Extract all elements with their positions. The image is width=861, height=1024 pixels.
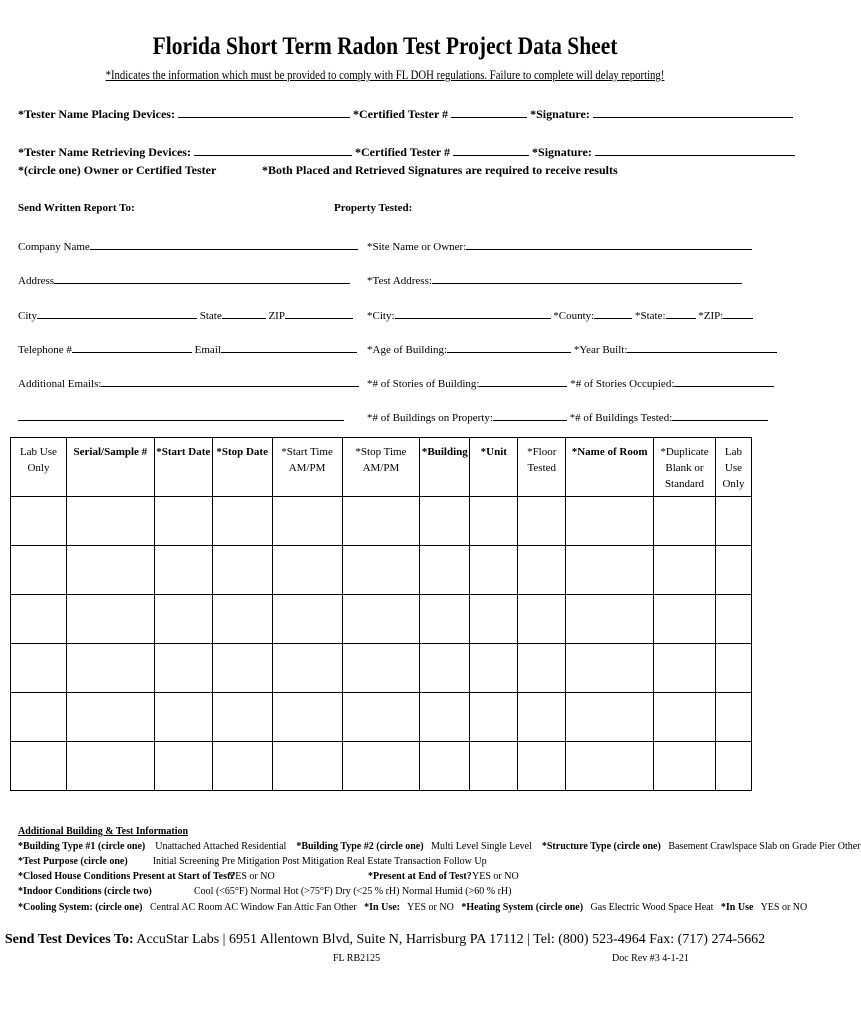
send-report-heading: Send Written Report To:: [18, 202, 135, 214]
stories-occupied-label: *# of Stories Occupied:: [570, 378, 675, 390]
present-end-options[interactable]: YES or NO: [472, 871, 519, 882]
page-title: Florida Short Term Radon Test Project Data Sheet: [152, 33, 618, 60]
telephone-label: Telephone #: [18, 344, 72, 356]
header-start-date: *Start Date: [154, 438, 212, 497]
stories-field[interactable]: [479, 375, 567, 387]
table-cell[interactable]: [470, 693, 518, 742]
additional-emails-field[interactable]: [101, 375, 359, 387]
closed-house-label: *Closed House Conditions Present at Start of Test?: [18, 871, 236, 882]
additional-emails-row: [18, 375, 359, 390]
table-row: [11, 595, 752, 644]
table-cell[interactable]: [715, 644, 751, 693]
building-type1-options[interactable]: Unattached Attached Residential: [155, 841, 287, 852]
buildings-row: [367, 409, 768, 424]
stories-row: [367, 375, 774, 390]
county-label: *County:: [553, 310, 595, 322]
header-unit: *Unit: [470, 438, 518, 497]
building-type2-label: *Building Type #2 (circle one): [296, 841, 424, 852]
table-row: [11, 742, 752, 791]
table-cell[interactable]: [654, 742, 716, 791]
building-type2-options[interactable]: Multi Level Single Level: [431, 841, 532, 852]
table-cell[interactable]: [654, 644, 716, 693]
table-cell[interactable]: [420, 644, 470, 693]
additional-info-heading: Additional Building & Test Information: [18, 826, 189, 837]
table-cell[interactable]: [272, 546, 342, 595]
city-label: City: [18, 310, 37, 322]
closed-house-options[interactable]: YES or NO: [228, 871, 275, 882]
table-row: [11, 546, 752, 595]
certified-tester-field-2[interactable]: [453, 144, 529, 156]
header-duplicate-blank: *Duplicate Blank or Standard: [654, 438, 716, 497]
table-cell[interactable]: [470, 644, 518, 693]
send-devices-line: [0, 932, 770, 948]
table-cell[interactable]: [154, 546, 212, 595]
signature-label: *Signature:: [530, 107, 590, 121]
table-cell[interactable]: [715, 546, 751, 595]
table-cell[interactable]: [518, 742, 566, 791]
indoor-conditions-label: *Indoor Conditions (circle two): [18, 886, 152, 897]
year-built-label: *Year Built:: [573, 344, 628, 356]
stories-label: *# of Stories of Building:: [367, 378, 480, 390]
cooling-system-options[interactable]: Central AC Room AC Window Fan Attic Fan Other: [150, 902, 357, 913]
table-cell[interactable]: [11, 497, 67, 546]
table-cell[interactable]: [272, 644, 342, 693]
additional-emails-extra-line[interactable]: [18, 420, 344, 421]
send-devices-address: AccuStar Labs | 6951 Allentown Blvd, Suite N, Harrisburg PA 17112 | Tel: (800) 523-4964 Fax: (717) 274-5662: [136, 932, 766, 947]
table-cell[interactable]: [342, 693, 420, 742]
table-cell[interactable]: [154, 497, 212, 546]
table-cell[interactable]: [518, 497, 566, 546]
cooling-in-use-options[interactable]: YES or NO: [407, 902, 454, 913]
table-row: [11, 497, 752, 546]
address-field[interactable]: [54, 272, 350, 284]
table-row: [11, 644, 752, 693]
cooling-system-label: *Cooling System: (circle one): [18, 902, 143, 913]
signature-label-2: *Signature:: [532, 145, 592, 159]
closed-house-row: [18, 869, 235, 884]
table-cell[interactable]: [470, 742, 518, 791]
company-name-row: [18, 238, 358, 253]
table-cell[interactable]: [518, 546, 566, 595]
header-name-of-room: *Name of Room: [566, 438, 654, 497]
telephone-email-row: [18, 341, 357, 356]
test-purpose-options[interactable]: Initial Screening Pre Mitigation Post Mitigation Real Estate Transaction Follow Up: [152, 856, 487, 867]
table-cell[interactable]: [212, 546, 272, 595]
doc-revision: Doc Rev #3 4-1-21: [612, 953, 689, 964]
table-cell[interactable]: [470, 546, 518, 595]
property-state-label: *State:: [634, 310, 666, 322]
table-cell[interactable]: [212, 644, 272, 693]
table-cell[interactable]: [654, 595, 716, 644]
table-cell[interactable]: [66, 644, 154, 693]
site-name-label: *Site Name or Owner:: [367, 241, 467, 253]
send-devices-label: Send Test Devices To:: [4, 932, 134, 947]
state-label: State: [199, 310, 222, 322]
table-cell[interactable]: [154, 742, 212, 791]
age-building-row: [367, 341, 777, 356]
age-building-label: *Age of Building:: [367, 344, 448, 356]
table-cell[interactable]: [272, 742, 342, 791]
table-cell[interactable]: [342, 546, 420, 595]
certified-tester-label: *Certified Tester #: [352, 107, 449, 121]
table-cell[interactable]: [518, 693, 566, 742]
table-cell[interactable]: [11, 595, 67, 644]
header-stop-date: *Stop Date: [212, 438, 272, 497]
table-cell[interactable]: [420, 595, 470, 644]
table-cell[interactable]: [154, 595, 212, 644]
table-cell[interactable]: [66, 546, 154, 595]
additional-emails-label: Additional Emails:: [18, 378, 102, 390]
table-cell[interactable]: [154, 644, 212, 693]
table-cell[interactable]: [470, 497, 518, 546]
table-cell[interactable]: [212, 693, 272, 742]
table-cell[interactable]: [154, 693, 212, 742]
table-cell[interactable]: [715, 742, 751, 791]
table-cell[interactable]: [566, 742, 654, 791]
building-type1-label: *Building Type #1 (circle one): [18, 841, 146, 852]
table-cell[interactable]: [715, 595, 751, 644]
structure-type-label: *Structure Type (circle one): [541, 841, 661, 852]
table-cell[interactable]: [272, 595, 342, 644]
property-tested-heading: Property Tested:: [334, 202, 413, 214]
tester-retrieving-field[interactable]: [194, 144, 352, 156]
tester-retrieving-label: *Tester Name Retrieving Devices:: [18, 145, 191, 159]
table-cell[interactable]: [66, 497, 154, 546]
property-city-label: *City:: [367, 310, 395, 322]
circle-one-note: *(circle one) Owner or Certified Tester: [18, 163, 217, 177]
zip-label: ZIP: [268, 310, 285, 322]
table-header-row: [11, 438, 752, 497]
both-signatures-note: *Both Placed and Retrieved Signatures are required to receive results: [262, 163, 618, 177]
test-address-row: [367, 272, 742, 287]
property-city-field[interactable]: [395, 307, 551, 319]
header-building: *Building: [420, 438, 470, 497]
table-cell[interactable]: [420, 693, 470, 742]
tester-placing-row: [18, 106, 793, 122]
table-cell[interactable]: [342, 595, 420, 644]
table-row: [11, 693, 752, 742]
buildings-field[interactable]: [493, 409, 567, 421]
table-cell[interactable]: [11, 742, 67, 791]
header-lab-use-left: Lab Use Only: [11, 438, 67, 497]
table-cell[interactable]: [566, 595, 654, 644]
header-stop-time: *Stop Time AM/PM: [342, 438, 420, 497]
table-cell[interactable]: [212, 742, 272, 791]
structure-type-options[interactable]: Basement Crawlspace Slab on Grade Pier Other: [668, 841, 861, 852]
table-cell[interactable]: [11, 546, 67, 595]
heating-in-use-options[interactable]: YES or NO: [760, 902, 808, 913]
building-type-row: [18, 839, 861, 854]
table-cell[interactable]: [470, 595, 518, 644]
property-state-field[interactable]: [666, 307, 696, 319]
table-cell[interactable]: [654, 693, 716, 742]
test-address-label: *Test Address:: [367, 275, 432, 287]
present-end-label: *Present at End of Test?: [368, 871, 472, 882]
tester-retrieving-row: [18, 144, 795, 160]
table-cell[interactable]: [212, 595, 272, 644]
zip-field[interactable]: [285, 307, 353, 319]
tester-placing-label: *Tester Name Placing Devices:: [18, 107, 175, 121]
table-cell[interactable]: [566, 693, 654, 742]
table-cell[interactable]: [272, 497, 342, 546]
form-code: FL RB2125: [333, 953, 381, 964]
cooling-heating-row: [18, 900, 807, 915]
test-address-field[interactable]: [432, 272, 742, 284]
tester-placing-field[interactable]: [178, 106, 350, 118]
table-cell[interactable]: [66, 693, 154, 742]
table-cell[interactable]: [420, 546, 470, 595]
property-zip-field[interactable]: [723, 307, 753, 319]
header-floor-tested: *Floor Tested: [518, 438, 566, 497]
table-cell[interactable]: [11, 693, 67, 742]
city-field[interactable]: [37, 307, 197, 319]
age-building-field[interactable]: [447, 341, 571, 353]
table-body: [11, 497, 752, 791]
heating-system-label: *Heating System (circle one): [461, 902, 584, 913]
address-label: Address: [18, 275, 55, 287]
signature-field[interactable]: [593, 106, 793, 118]
heating-system-options[interactable]: Gas Electric Wood Space Heat: [590, 902, 714, 913]
indoor-conditions-row: [18, 884, 152, 899]
table-cell[interactable]: [518, 644, 566, 693]
company-name-label: Company Name: [18, 241, 90, 253]
table-cell[interactable]: [11, 644, 67, 693]
county-field[interactable]: [594, 307, 632, 319]
page-subtitle: *Indicates the information which must be provided to comply with FL DOH regulations. Failure to complete will delay reporting!: [105, 68, 665, 82]
table-cell[interactable]: [654, 497, 716, 546]
buildings-tested-field[interactable]: [672, 409, 768, 421]
table-cell[interactable]: [715, 693, 751, 742]
property-zip-label: *ZIP:: [698, 310, 724, 322]
email-field[interactable]: [221, 341, 357, 353]
table-cell[interactable]: [715, 497, 751, 546]
year-built-field[interactable]: [627, 341, 777, 353]
email-label: Email: [194, 344, 221, 356]
table-cell[interactable]: [66, 595, 154, 644]
state-field[interactable]: [222, 307, 266, 319]
table-cell[interactable]: [420, 497, 470, 546]
test-purpose-label: *Test Purpose (circle one): [18, 856, 128, 867]
stories-occupied-field[interactable]: [674, 375, 774, 387]
test-purpose-row: [18, 854, 487, 869]
table-cell[interactable]: [566, 546, 654, 595]
table-cell[interactable]: [518, 595, 566, 644]
certified-tester-field[interactable]: [451, 106, 527, 118]
indoor-conditions-options[interactable]: Cool (<65°F) Normal Hot (>75°F) Dry (<25 % rH) Normal Humid (>60 % rH): [194, 886, 512, 897]
table-cell[interactable]: [212, 497, 272, 546]
header-start-time: *Start Time AM/PM: [272, 438, 342, 497]
header-serial-sample: Serial/Sample #: [66, 438, 154, 497]
heating-in-use-label: *In Use: [720, 902, 754, 913]
signature-field-2[interactable]: [595, 144, 795, 156]
table-cell[interactable]: [342, 644, 420, 693]
table-cell[interactable]: [654, 546, 716, 595]
table-cell[interactable]: [272, 693, 342, 742]
city-state-zip-row: [18, 307, 353, 322]
buildings-tested-label: *# of Buildings Tested:: [569, 412, 673, 424]
site-name-field[interactable]: [466, 238, 752, 250]
property-city-row: [367, 307, 753, 322]
table-cell[interactable]: [566, 644, 654, 693]
cooling-in-use-label: *In Use:: [364, 902, 400, 913]
certified-tester-label-2: *Certified Tester #: [354, 145, 451, 159]
site-name-row: [367, 238, 752, 253]
company-name-field[interactable]: [90, 238, 358, 250]
table-cell[interactable]: [342, 742, 420, 791]
telephone-field[interactable]: [72, 341, 192, 353]
table-cell[interactable]: [342, 497, 420, 546]
table-cell[interactable]: [566, 497, 654, 546]
table-cell[interactable]: [420, 742, 470, 791]
header-lab-use-right: Lab Use Only: [715, 438, 751, 497]
sample-table: [10, 437, 752, 791]
address-row: [18, 272, 350, 287]
buildings-label: *# of Buildings on Property:: [367, 412, 493, 424]
table-cell[interactable]: [66, 742, 154, 791]
